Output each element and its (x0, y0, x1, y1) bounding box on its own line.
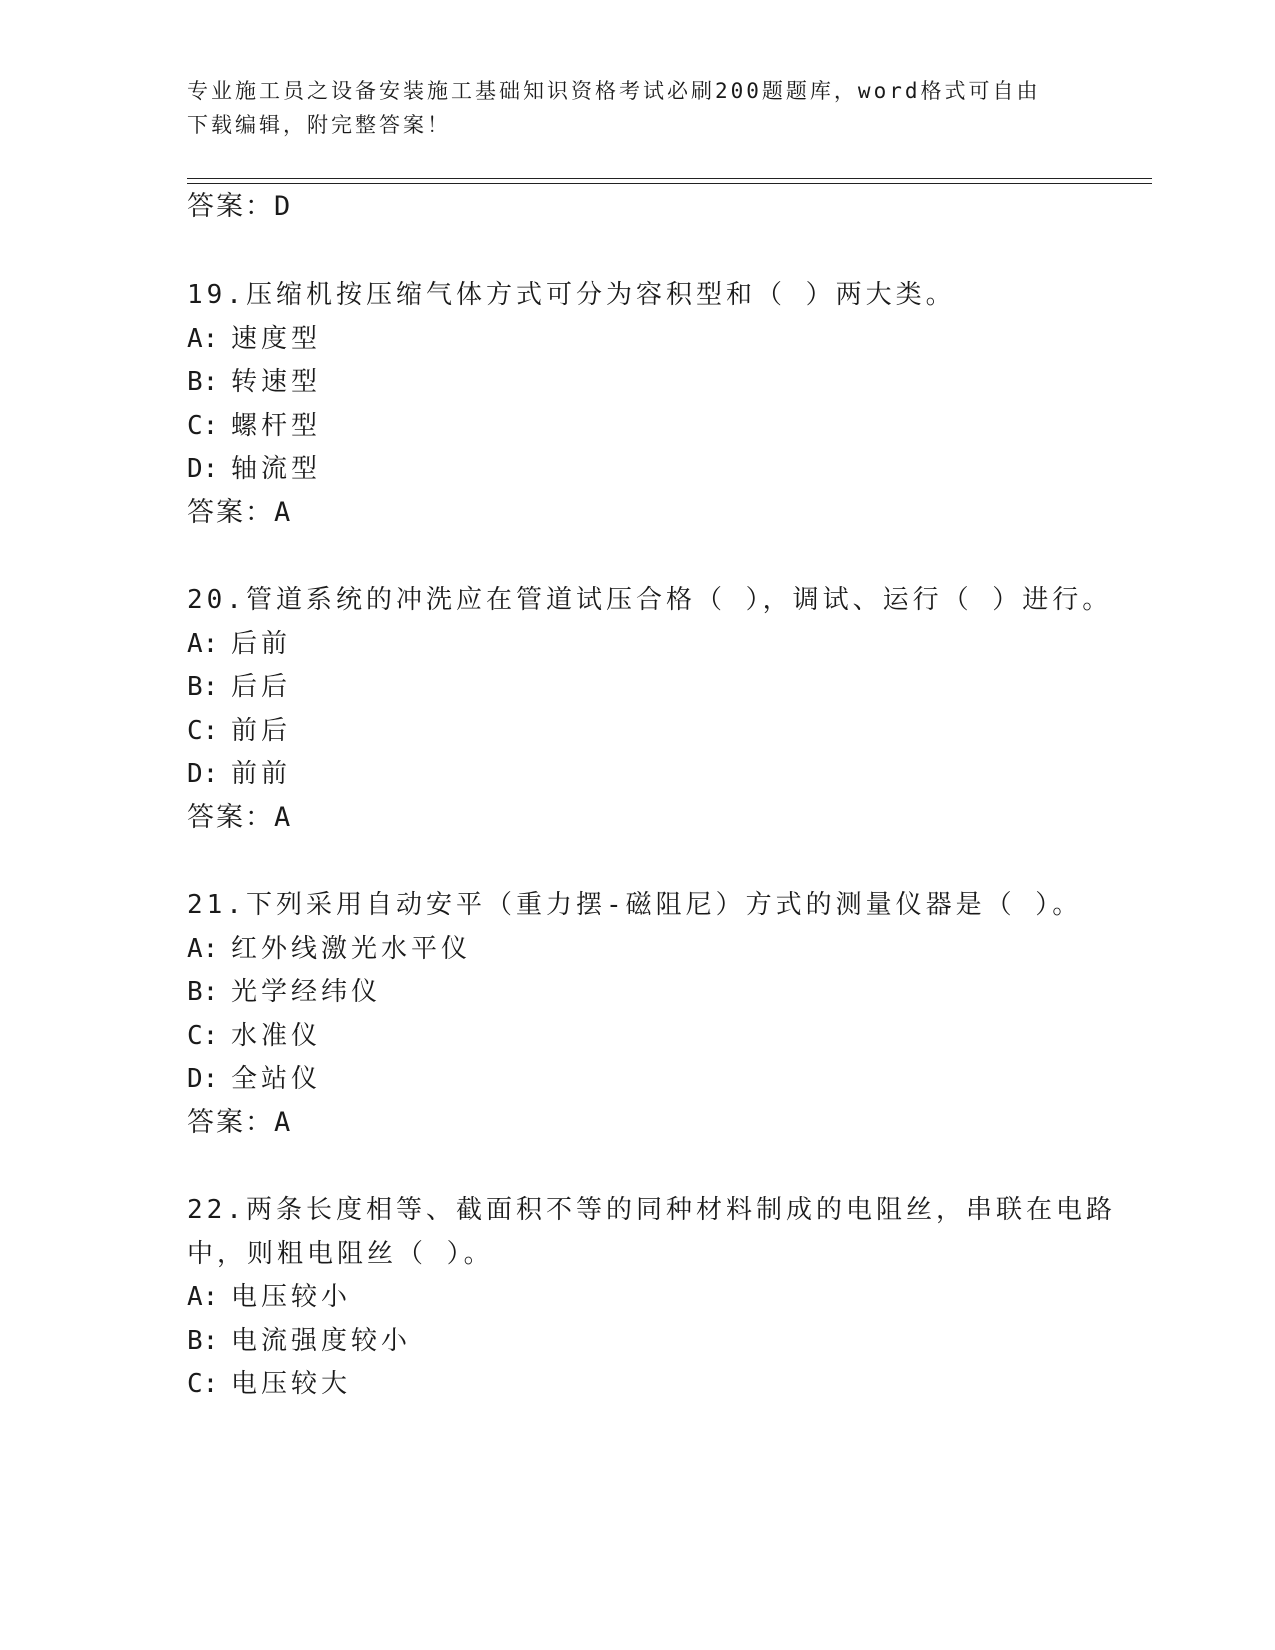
option-key: B: (187, 1325, 219, 1356)
option-text: 转速型 (231, 367, 322, 398)
answer-option (187, 322, 321, 356)
option-key: B: (187, 367, 219, 398)
header-line: 专业施工员之设备安装施工基础知识资格考试必刷200题题库，word格式可自由 (187, 79, 1041, 103)
answer-option (187, 1280, 351, 1314)
option-text: 电压较大 (231, 1369, 352, 1400)
option-key: D: (187, 454, 219, 485)
option-text: 电流强度较小 (231, 1325, 412, 1356)
answer-value: A (274, 497, 293, 528)
document-header (187, 74, 1067, 142)
answer-option (187, 1367, 351, 1401)
answer-value: A (274, 1107, 293, 1138)
option-key: C: (187, 410, 219, 441)
option-text: 全站仪 (231, 1064, 322, 1095)
question-stem: 20.管道系统的冲洗应在管道试压合格（ ），调试、运行（ ）进行。 (187, 585, 1113, 615)
answer-line (187, 190, 292, 224)
answer-label: 答案： (187, 802, 274, 833)
option-key: A: (187, 628, 219, 659)
answer-option (187, 1062, 321, 1096)
answer-line (187, 496, 292, 530)
option-text: 前后 (231, 715, 292, 746)
option-key: A: (187, 933, 219, 964)
option-text: 后后 (231, 672, 292, 703)
answer-label: 答案： (187, 191, 274, 222)
answer-option (187, 975, 381, 1009)
answer-option (187, 1324, 411, 1358)
header-divider (187, 178, 1152, 179)
option-key: D: (187, 759, 219, 790)
question-stem: 19.压缩机按压缩气体方式可分为容积型和（ ）两大类。 (187, 280, 956, 310)
answer-option (187, 670, 291, 704)
option-key: B: (187, 672, 219, 703)
option-key: D: (187, 1064, 219, 1095)
answer-line (187, 801, 292, 835)
header-line: 下载编辑，附完整答案！ (187, 113, 451, 137)
question-stem: 21.下列采用自动安平（重力摆-磁阻尼）方式的测量仪器是（ ）。 (187, 890, 1083, 920)
option-key: C: (187, 1369, 219, 1400)
answer-option (187, 757, 291, 791)
answer-option (187, 365, 321, 399)
question-stem: 22.两条长度相等、截面积不等的同种材料制成的电阻丝，串联在电路 (187, 1195, 1116, 1225)
option-key: B: (187, 977, 219, 1008)
answer-value: A (274, 802, 293, 833)
answer-label: 答案： (187, 497, 274, 528)
answer-option (187, 1019, 321, 1053)
option-text: 螺杆型 (231, 410, 322, 441)
option-text: 红外线激光水平仪 (231, 933, 472, 964)
question-stem: 中，则粗电阻丝（ ）。 (187, 1238, 494, 1269)
option-key: C: (187, 1020, 219, 1051)
option-text: 轴流型 (231, 454, 322, 485)
option-text: 后前 (231, 628, 292, 659)
option-text: 水准仪 (231, 1020, 322, 1051)
answer-line (187, 1106, 292, 1140)
answer-option (187, 714, 291, 748)
option-text: 速度型 (231, 323, 322, 354)
answer-option (187, 932, 471, 966)
answer-option (187, 452, 321, 486)
option-text: 电压较小 (231, 1282, 352, 1313)
answer-option (187, 627, 291, 661)
header-divider (187, 183, 1152, 184)
option-key: C: (187, 715, 219, 746)
option-text: 前前 (231, 759, 292, 790)
option-text: 光学经纬仪 (231, 977, 382, 1008)
option-key: A: (187, 1282, 219, 1313)
answer-value: D (274, 191, 293, 222)
answer-option (187, 409, 321, 443)
answer-label: 答案： (187, 1107, 274, 1138)
option-key: A: (187, 323, 219, 354)
